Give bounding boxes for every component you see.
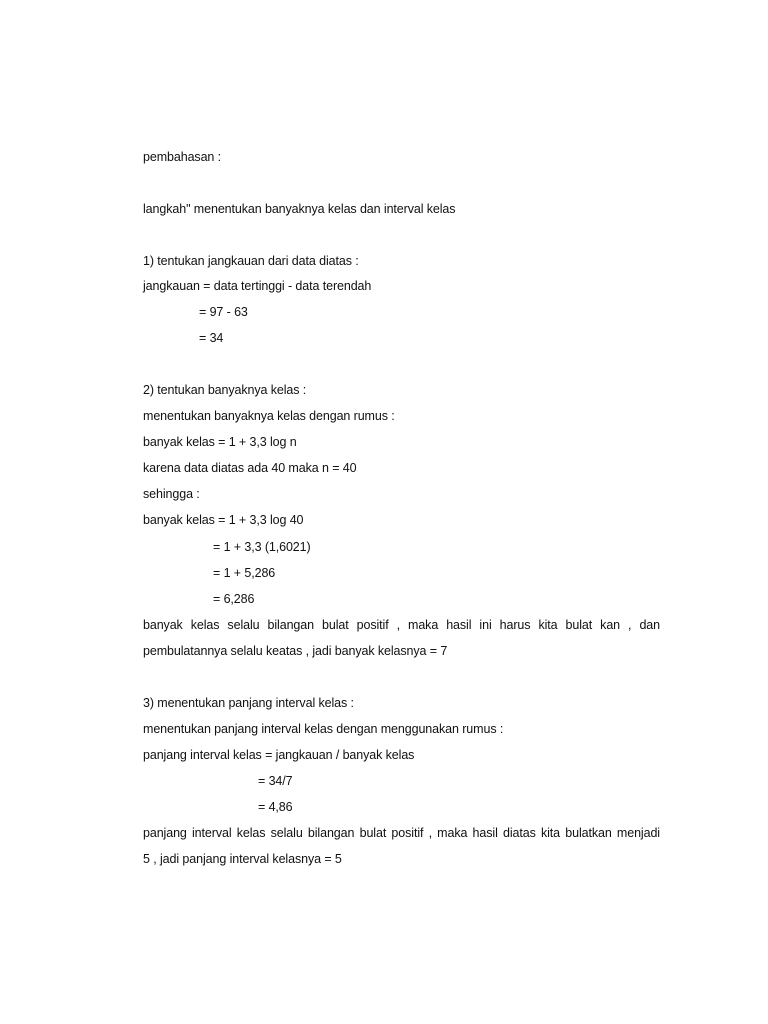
step3-title: 3) menentukan panjang interval kelas :	[143, 696, 354, 710]
step1-calc-1: = 97 - 63	[199, 305, 248, 319]
step2-sehingga: sehingga :	[143, 487, 200, 501]
step1-title: 1) tentukan jangkauan dari data diatas :	[143, 254, 359, 268]
step2-note-line-1: banyak kelas selalu bilangan bulat positif , maka hasil ini harus kita bulat kan , dan	[143, 618, 660, 632]
step3-calc-2: = 4,86	[258, 800, 293, 814]
step2-intro: menentukan banyaknya kelas dengan rumus :	[143, 409, 395, 423]
step2-calc-1: = 1 + 3,3 (1,6021)	[213, 540, 311, 554]
heading-pembahasan: pembahasan :	[143, 150, 222, 164]
step3-note-line-2: 5 , jadi panjang interval kelasnya = 5	[143, 852, 342, 866]
step2-calc-0: banyak kelas = 1 + 3,3 log 40	[143, 513, 304, 527]
step1-calc-2: = 34	[199, 331, 224, 345]
step1-formula: jangkauan = data tertinggi - data terendah	[143, 279, 372, 293]
step2-n-note: karena data diatas ada 40 maka n = 40	[143, 461, 357, 475]
step3-note-line-1: panjang interval kelas selalu bilangan bulat positif , maka hasil diatas kita bulatkan menjadi	[143, 826, 660, 840]
intro-text: langkah" menentukan banyaknya kelas dan interval kelas	[143, 202, 456, 216]
step3-formula: panjang interval kelas = jangkauan / banyak kelas	[143, 748, 415, 762]
step2-calc-3: = 6,286	[213, 592, 255, 606]
step3-calc-1: = 34/7	[258, 774, 293, 788]
step2-calc-2: = 1 + 5,286	[213, 566, 276, 580]
step2-formula: banyak kelas = 1 + 3,3 log n	[143, 435, 297, 449]
step2-note-line-2: pembulatannya selalu keatas , jadi banyak kelasnya = 7	[143, 644, 448, 658]
step2-title: 2) tentukan banyaknya kelas :	[143, 383, 307, 397]
step3-intro: menentukan panjang interval kelas dengan menggunakan rumus :	[143, 722, 504, 736]
